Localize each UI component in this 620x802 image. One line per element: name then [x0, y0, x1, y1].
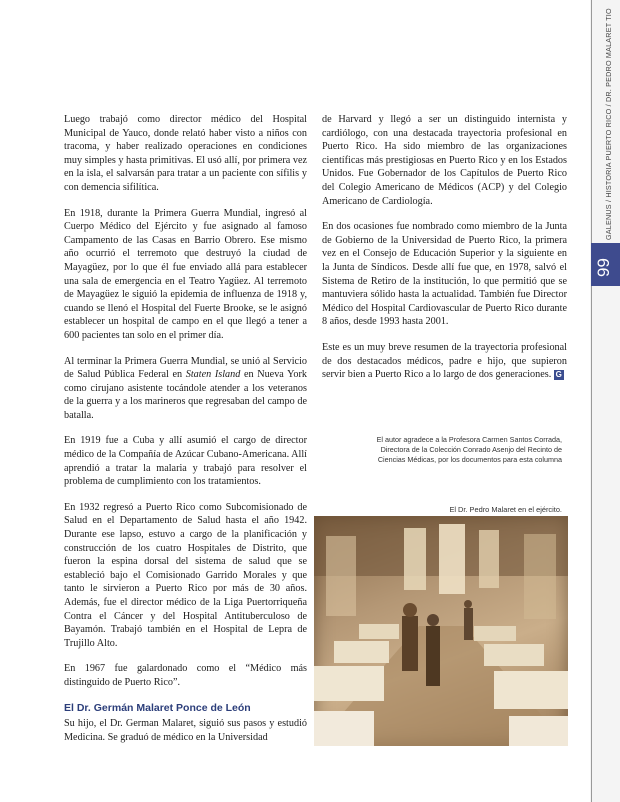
paragraph: En 1918, durante la Primera Guerra Mundial, ingresó al Cuerpo Médico del Ejército y fue asignado al famoso Campamento de las Casas en Barrio Obrero. Ese mismo año ocurrió el terremoto que destruyó la ciudad de Mayagüez, por lo que él fue enviado allá para establecer una sala de emergencia en el Teatro Yagüez. Al terremoto de Mayagüez le siguió la epidemia de influenza de 1918 y, cuando se llenó el Hospital del Fuerte Brooke, se le asignó establecer un hospital de campo en el que llegó a tener a 600 pacientes tan solo en el primer día.: [64, 207, 307, 341]
italic-place-name: Staten Island: [185, 369, 241, 381]
page-number: 99: [594, 258, 613, 277]
photo-illustration: [314, 516, 568, 746]
ack-line: Ciencias Médicas, por los documentos para esta columna: [377, 455, 562, 464]
paragraph: [322, 341, 567, 382]
right-column: [322, 113, 567, 394]
page-number-box: [591, 243, 620, 286]
side-divider: [591, 0, 592, 802]
acknowledgement: [322, 435, 562, 465]
paragraph-text: en Nueva York como cirujano asistente tocándole atender a los veteranos de la guerra y a los marineros que regresaban del campo de batalla.: [64, 369, 307, 421]
running-head-text: GALENUS / HISTORIA PUERTO RICO / DR. PEDRO MALARET TIO: [604, 8, 613, 240]
paragraph: Luego trabajó como director médico del Hospital Municipal de Yauco, donde relató haber visto a niños con tracoma, y haber realizado operaciones en condiciones muy simples y hasta primitivas. El usó allí, por primera vez en la isla, el salvarsán para tratar a un paciente con sífilis y con demencia sifilítica.: [64, 114, 307, 193]
paragraph: [64, 355, 307, 423]
ack-line: El autor agradece a la Profesora Carmen Santos Corrada,: [376, 435, 562, 444]
paragraph: En 1967 fue galardonado como el “Médico más distinguido de Puerto Rico”.: [64, 663, 307, 688]
paragraph: En dos ocasiones fue nombrado como miembro de la Junta de Gobierno de la Universidad de Puerto Rico, la primera vez en el Consejo de Educación Superior y la siguiente en la Junta de Síndicos. Desde allí fue que, en 1978, salvó el Sistema de Retiro de la institución, lo que permitió que se mantuviera sólido hasta la actualidad. También fue Director Médico del Hospital Cardiovascular de Puerto Rico durante 8 años, desde 1993 hasta 2001.: [322, 221, 567, 328]
hospital-ward-photo: [314, 516, 568, 746]
paragraph-text: Este es un muy breve resumen de la trayectoria profesional de dos destacados médicos, padre e hijo, que supieron servir bien a Puerto Rico a lo largo de dos generaciones.: [322, 341, 567, 381]
left-column: [64, 113, 307, 756]
photo-caption: El Dr. Pedro Malaret en el ejército.: [449, 505, 562, 514]
paragraph: En 1932 regresó a Puerto Rico como Subcomisionado de Salud en el Departamento de Salud hasta el año 1942. Durante ese lapso, estuvo a cargo de la planificación y construcción de los cuatro Hospitales de Distrito, que fueron la espina dorsal del sistema de salud que se estableció bajo el Comisionado Garrido Morales y que tanto le sirvieron a Puerto Rico por más de 30 años. Además, fue el director médico de la Liga Puertorriqueña Contra el Cáncer y del Hospital Antituberculoso de Bayamón. Trabajó también en el Hospital de Lepra de Trujillo Alto.: [64, 501, 307, 649]
paragraph: Su hijo, el Dr. German Malaret, siguió sus pasos y estudió Medicina. Se graduó de médico en la Universidad: [64, 718, 307, 743]
end-mark-icon: G: [555, 369, 562, 379]
section-heading: El Dr. Germán Malaret Ponce de León: [64, 701, 251, 714]
ack-line: Directora de la Colección Conrado Asenjo del Recinto de: [380, 445, 562, 454]
paragraph: En 1919 fue a Cuba y allí asumió el cargo de director médico de la Compañía de Azúcar Cubano-Americana. Allí aprendió a tratar la malaria y trabajó para resolver el problema de cumplimiento con los tratamientos.: [64, 435, 307, 488]
paragraph: de Harvard y llegó a ser un distinguido internista y cardiólogo, con una destacada trayectoria profesional en Puerto Rico. Ha sido miembro de las organizaciones científicas más prestigiosas en Puerto Rico y en los Estados Unidos. Fue Gobernador de los Capítulos de Puerto Rico del Colegio Americano de Médicos (ACP) y del Colegio Americano de Cardiología.: [322, 114, 567, 207]
running-head: [604, 0, 614, 240]
paragraph-text: Al terminar la Primera Guerra Mundial, se unió al Servicio de Salud Pública Federal en: [64, 355, 307, 381]
